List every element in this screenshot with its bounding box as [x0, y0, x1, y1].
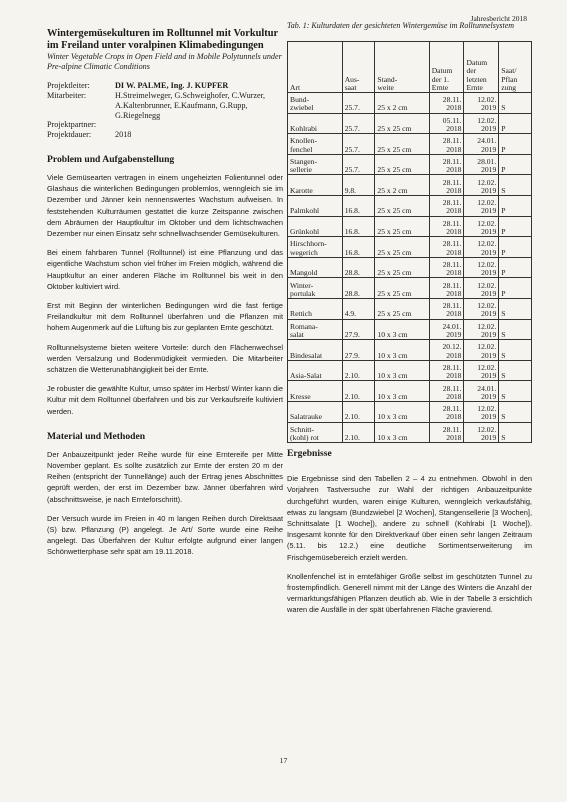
table-row — [288, 360, 532, 381]
meta-value — [115, 130, 283, 140]
table-cell: 25 x 25 cm — [375, 278, 429, 299]
table-cell: 12.02. 2019 — [464, 319, 499, 340]
table-cell: Knollen- fenchel — [288, 134, 343, 155]
table-cell: 16.8. — [342, 237, 375, 258]
table-cell: 28.11. 2018 — [429, 175, 464, 196]
table-cell: 25.7. — [342, 93, 375, 114]
table-cell: 28.01. 2019 — [464, 154, 499, 175]
table-cell: 28.11. 2018 — [429, 154, 464, 175]
table-cell: P — [499, 195, 532, 216]
paragraph: Die Ergebnisse sind den Tabellen 2 – 4 zu entnehmen. Obwohl in den Vorjahren Tastversuche zur Wahl der richtigen Anbauzeitpunkte durchgeführt wurden, waren einige Kulturen, wenngleich verkaufsfähig, etwas zu langsam (Bundzwiebel [2 Wochen], Stangensellerie [3 Wochen], Schnittsalate [1 Woche]), andere zu schnell (Kohlrabi [1 Woche]). Insgesamt konnte für den Direktverkauf über einen sehr langen Zeitraum (5.11. bis 12.2.) eine deutliche Sortimentserweiterung im Frischgemüsebereich erzielt werden. — [287, 474, 532, 562]
table-cell: Romana- salat — [288, 319, 343, 340]
table-cell: 25 x 25 cm — [375, 113, 429, 134]
table-cell: 28.11. 2018 — [429, 134, 464, 155]
table-row — [288, 257, 532, 278]
table-cell: Salatrauke — [288, 401, 343, 422]
table-cell: 2.10. — [342, 360, 375, 381]
table-cell: 28.11. 2018 — [429, 401, 464, 422]
table-cell: 12.02. 2019 — [464, 175, 499, 196]
table-cell: Bindesalat — [288, 340, 343, 361]
table-row — [288, 381, 532, 402]
table-header-cell: Stand- weite — [375, 42, 429, 93]
table-header-cell: Saat/ Pflan zung — [499, 42, 532, 93]
meta-label: Projektdauer: — [47, 130, 92, 140]
meta-row — [47, 120, 283, 130]
meta-label: Projektleiter: — [47, 81, 90, 91]
table-cell: S — [499, 422, 532, 443]
table-cell: 25 x 25 cm — [375, 257, 429, 278]
table-cell: Winter- portulak — [288, 278, 343, 299]
meta-value-bold: DI W. PALME, Ing. J. KUPFER — [115, 81, 229, 91]
table-cell: P — [499, 134, 532, 155]
table-header-cell: Art — [288, 42, 343, 93]
table-cell: 25 x 25 cm — [375, 237, 429, 258]
paragraph: Rolltunnelsysteme bieten weitere Vorteile: durch den Flächenwechsel werden Versalzung und Bodenmüdigkeit vermieden. Die Mitarbeiter schätzen die Wetterunabhängigkeit bei der Ernte. — [47, 342, 283, 375]
table-cell: Grünkohl — [288, 216, 343, 237]
table-cell: 28.8. — [342, 278, 375, 299]
table-cell: 28.11. 2018 — [429, 422, 464, 443]
table-row — [288, 195, 532, 216]
table-cell: Asia-Salat — [288, 360, 343, 381]
table-cell: 28.11. 2018 — [429, 278, 464, 299]
table-cell: 4.9. — [342, 298, 375, 319]
paragraph: Bei einem fahrbaren Tunnel (Rolltunnel) ist eine Pflanzung und das eigentliche Wachstum schon viel früher im Freien möglich, während die Hauptkultur an einer anderen Fläche im Rolltunnel bis weit in den Oktober kultiviert wird. — [47, 248, 283, 291]
table-row — [288, 298, 532, 319]
table-cell: P — [499, 216, 532, 237]
table-cell: S — [499, 401, 532, 422]
table-cell: 10 x 3 cm — [375, 422, 429, 443]
table-cell: 12.02. 2019 — [464, 195, 499, 216]
table-cell: 25 x 25 cm — [375, 298, 429, 319]
table-cell: Karotte — [288, 175, 343, 196]
running-head: Jahresbericht 2018 — [470, 14, 527, 23]
section-methods-body — [47, 449, 283, 558]
table-cell: Kohlrabi — [288, 113, 343, 134]
table-cell: P — [499, 154, 532, 175]
table-cell: 2.10. — [342, 422, 375, 443]
table-cell: 10 x 3 cm — [375, 381, 429, 402]
section-heading-methods: Material und Methoden — [47, 430, 146, 442]
table-row — [288, 340, 532, 361]
left-column — [47, 28, 283, 566]
table-cell: 28.11. 2018 — [429, 257, 464, 278]
table-cell: 25 x 25 cm — [375, 134, 429, 155]
table-cell: 9.8. — [342, 175, 375, 196]
section-problem-body — [47, 172, 283, 417]
paragraph: Viele Gemüsearten vertragen in einem ungeheizten Folientunnel oder Glashaus die winterlichen Bedingungen problemlos, wenngleich sie im Dezember und Jänner kein nennenswertes Wachstum aufweisen. In feststehenden Kulturräumen gestattet die kurze Zeitspanne zwischen dem Abräumen der Hauptkultur im Oktober und dem lichtschwachen Dezember nur einen Einsatz sehr schnellwachsender Gemüsekulturen. — [47, 172, 283, 238]
table-cell: S — [499, 93, 532, 114]
table-cell: S — [499, 360, 532, 381]
paragraph: Knollenfenchel ist in erntefähiger Größe selbst im geschützten Tunnel zu frostempfindlich. Generell nimmt mit der Länge des Winters die Anzahl der vermarktungsfähigen Pflanzen deutlich ab. Wie in der Tabelle 3 ersichtlich waren die Ausfälle in der spät überfahrenen Fläche gravierend. — [287, 571, 532, 615]
table-cell: P — [499, 113, 532, 134]
table-cell: 12.02. 2019 — [464, 93, 499, 114]
table-row — [288, 319, 532, 340]
table-cell: 12.02. 2019 — [464, 422, 499, 443]
table-cell: 12.02. 2019 — [464, 113, 499, 134]
table-row — [288, 401, 532, 422]
project-meta — [47, 81, 283, 140]
table-cell: 28.11. 2018 — [429, 195, 464, 216]
meta-row — [47, 91, 283, 120]
table-cell: 12.02. 2019 — [464, 298, 499, 319]
table-cell: Bund- zwiebel — [288, 93, 343, 114]
right-column — [287, 21, 532, 624]
table-cell: 27.9. — [342, 340, 375, 361]
meta-label: Projektpartner: — [47, 120, 97, 130]
meta-value — [115, 81, 283, 91]
table-row — [288, 154, 532, 175]
paragraph: Der Versuch wurde im Freien in 40 m langen Reihen durch Direktsaat (S) bzw. Pflanzung (P) angelegt. Je Art/ Sorte wurde eine Reihe angelegt. Das Überfahren der Kultur erfolgte aufgrund einer langen Schönwetterphase sehr spät am 19.11.2018. — [47, 513, 283, 557]
table-caption: Tab. 1: Kulturdaten der gesichteten Wintergemüse im Rolltunnelsystem — [287, 21, 515, 30]
table-cell: Schnitt- (kohl) rot — [288, 422, 343, 443]
table-row — [288, 113, 532, 134]
table-cell: S — [499, 298, 532, 319]
table-row — [288, 134, 532, 155]
meta-row — [47, 130, 283, 140]
table-cell: 25 x 25 cm — [375, 216, 429, 237]
page-number: 17 — [279, 756, 288, 765]
article-title: Wintergemüsekulturen im Rolltunnel mit Vorkultur im Freiland unter voralpinen Klimabedingungen — [47, 28, 278, 51]
article-subtitle: Winter Vegetable Crops in Open Field and in Mobile Polytunnels under Pre-alpine Climatic Conditions — [47, 52, 282, 71]
table-cell: 27.9. — [342, 319, 375, 340]
table-row — [288, 422, 532, 443]
table-cell: Mangold — [288, 257, 343, 278]
table-cell: Kresse — [288, 381, 343, 402]
table-cell: 25.7. — [342, 134, 375, 155]
table-cell: 28.11. 2018 — [429, 298, 464, 319]
meta-label: Mitarbeiter: — [47, 90, 87, 100]
table-cell: 20.12. 2018 — [429, 340, 464, 361]
table-header-cell: Datum der 1. Ernte — [429, 42, 464, 93]
table-cell: S — [499, 175, 532, 196]
meta-value-text: H.Streimelweger, G.Schweighofer, C.Wurzer, A.Kaltenbrunner, E.Kaufmann, G.Rupp, G.Riegelnegg — [115, 90, 266, 120]
table-cell: 16.8. — [342, 216, 375, 237]
table-header-cell: Aus- saat — [342, 42, 375, 93]
meta-value — [115, 91, 283, 120]
table-cell: Rettich — [288, 298, 343, 319]
table-cell: 25 x 25 cm — [375, 154, 429, 175]
table-cell: 28.11. 2018 — [429, 216, 464, 237]
table-cell: 28.11. 2018 — [429, 237, 464, 258]
table-cell: 12.02. 2019 — [464, 216, 499, 237]
table-row — [288, 278, 532, 299]
table-cell: Stangen- sellerie — [288, 154, 343, 175]
table-cell: 28.11. 2018 — [429, 381, 464, 402]
table-header-row — [288, 42, 532, 93]
table-cell: 10 x 3 cm — [375, 360, 429, 381]
table-row — [288, 175, 532, 196]
table-cell: 12.02. 2019 — [464, 257, 499, 278]
table-cell: 25.7. — [342, 113, 375, 134]
table-cell: 25.7. — [342, 154, 375, 175]
table-cell: Palmkohl — [288, 195, 343, 216]
table-cell: 25 x 2 cm — [375, 93, 429, 114]
table-cell: 25 x 2 cm — [375, 175, 429, 196]
table-cell: 12.02. 2019 — [464, 401, 499, 422]
table-cell: 2.10. — [342, 401, 375, 422]
section-results-body — [287, 473, 532, 615]
paragraph: Je robuster die gewählte Kultur, umso später im Herbst/ Winter kann die Kultur mit dem Rolltunnel überfahren und bis zur Verkaufsreife kultiviert werden. — [47, 384, 283, 416]
table-cell: 24.01. 2019 — [464, 134, 499, 155]
table-cell: 12.02. 2019 — [464, 340, 499, 361]
meta-value — [115, 120, 283, 130]
table-cell: 12.02. 2019 — [464, 278, 499, 299]
table-cell: 25 x 25 cm — [375, 195, 429, 216]
paragraph: Der Anbauzeitpunkt jeder Reihe wurde für eine Erntereife per Mitte November geplant. Es sollte zusätzlich zur Ernte der ersten 20 m der Reihen (entspricht der Tunnellänge) auch der Ertrag jenes Abschnittes geprüft werden, der erst im Dezember bzw. Jänner überfahren wird (abschnittsweise, je nach Ernteforschritt). — [47, 449, 283, 504]
table-cell: 28.11. 2018 — [429, 360, 464, 381]
meta-value-text: 2018 — [115, 130, 132, 140]
table-cell: S — [499, 319, 532, 340]
table-cell: 2.10. — [342, 381, 375, 402]
table-cell: 12.02. 2019 — [464, 360, 499, 381]
table-cell: P — [499, 237, 532, 258]
table-cell: 24.01. 2019 — [464, 381, 499, 402]
table-row — [288, 216, 532, 237]
table-row — [288, 237, 532, 258]
table-cell: 28.11. 2018 — [429, 93, 464, 114]
table-cell: 24.01. 2019 — [429, 319, 464, 340]
table-cell: S — [499, 381, 532, 402]
table-cell: S — [499, 340, 532, 361]
table-cell: 12.02. 2019 — [464, 237, 499, 258]
table-cell: Hirschhorn- wegerich — [288, 237, 343, 258]
section-heading-results: Ergebnisse — [287, 448, 332, 460]
table-cell: 10 x 3 cm — [375, 319, 429, 340]
table-body — [288, 93, 532, 443]
table-row — [288, 93, 532, 114]
table-cell: P — [499, 278, 532, 299]
table-cell: P — [499, 257, 532, 278]
table-cell: 16.8. — [342, 195, 375, 216]
kultur-table — [287, 41, 532, 443]
meta-row — [47, 81, 283, 91]
table-cell: 05.11. 2018 — [429, 113, 464, 134]
table-header-cell: Datum der letzten Ernte — [464, 42, 499, 93]
table-cell: 28.8. — [342, 257, 375, 278]
section-heading-problem: Problem und Aufgabenstellung — [47, 153, 175, 165]
paragraph: Erst mit Beginn der winterlichen Bedingungen wird die fast fertige Freilandkultur mit dem Rolltunnel überfahren und die Pflanzen mit hohem Augenmerk auf die Lüftung bis zur geplanten Ernte geschützt. — [47, 301, 283, 333]
table-cell: 10 x 3 cm — [375, 401, 429, 422]
table-cell: 10 x 3 cm — [375, 340, 429, 361]
